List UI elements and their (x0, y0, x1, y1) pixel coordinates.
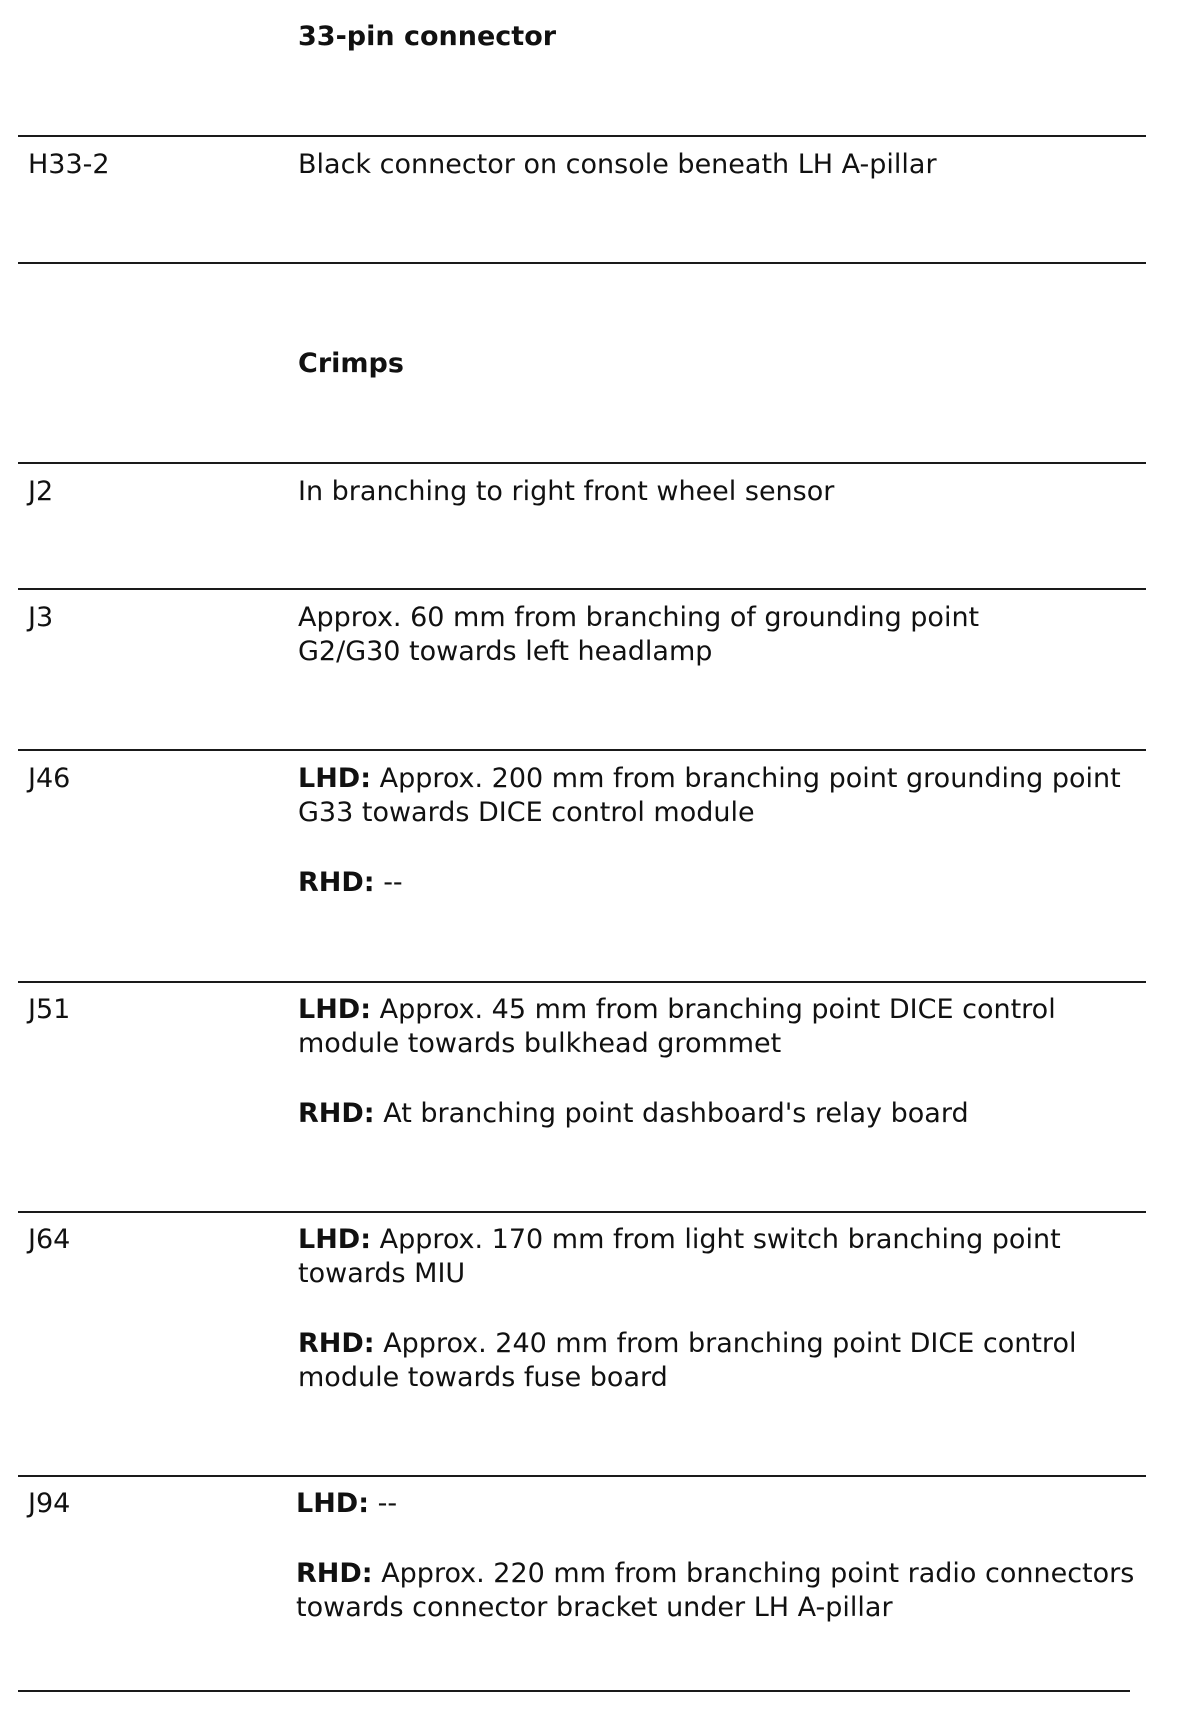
crimp-code: J2 (28, 476, 54, 507)
crimp-description (296, 1487, 1146, 1625)
table-divider (18, 1211, 1146, 1213)
crimp-description (298, 762, 1148, 900)
crimp-code: J64 (28, 1224, 71, 1255)
lhd-label: LHD: (298, 994, 372, 1025)
lhd-label: LHD: (298, 1224, 372, 1255)
lhd-label: LHD: (298, 763, 372, 794)
lhd-note (296, 1487, 1146, 1521)
lhd-note (298, 762, 1148, 830)
rhd-label: RHD: (298, 1098, 375, 1129)
table-divider (18, 588, 1146, 590)
rhd-label: RHD: (296, 1558, 373, 1589)
rhd-text: -- (374, 867, 403, 898)
rhd-text: Approx. 240 mm from branching point DICE control module towards fuse board (298, 1328, 1077, 1393)
table-divider (18, 749, 1146, 751)
rhd-note (298, 1097, 1148, 1131)
table-divider (18, 1475, 1146, 1477)
connector-description-text: Black connector on console beneath LH A-pillar (298, 149, 937, 180)
lhd-note (298, 1223, 1148, 1291)
table-divider (18, 262, 1146, 264)
crimp-description (298, 475, 1148, 509)
crimp-description-text: Approx. 60 mm from branching of grounding point G2/G30 towards left headlamp (298, 602, 980, 667)
connector-code: H33-2 (28, 149, 110, 180)
table-divider (18, 981, 1146, 983)
crimp-code: J3 (28, 602, 54, 633)
crimp-code: J94 (28, 1488, 71, 1519)
section-heading-33-pin-connector: 33-pin connector (298, 21, 557, 52)
lhd-text: Approx. 170 mm from light switch branching point towards MIU (298, 1224, 1061, 1289)
crimp-description (298, 601, 1018, 669)
lhd-text: Approx. 45 mm from branching point DICE control module towards bulkhead grommet (298, 994, 1056, 1059)
crimp-code: J51 (28, 994, 71, 1025)
rhd-label: RHD: (298, 867, 375, 898)
crimp-description (298, 993, 1148, 1131)
connector-description (298, 148, 1148, 182)
crimp-code: J46 (28, 763, 71, 794)
lhd-text: Approx. 200 mm from branching point grounding point G33 towards DICE control module (298, 763, 1121, 828)
crimp-description (298, 1223, 1148, 1395)
rhd-label: RHD: (298, 1328, 375, 1359)
rhd-text: At branching point dashboard's relay board (374, 1098, 969, 1129)
crimp-description-text: In branching to right front wheel sensor (298, 476, 835, 507)
table-divider (18, 135, 1146, 137)
section-heading-crimps: Crimps (298, 348, 404, 379)
rhd-note (298, 866, 1148, 900)
table-divider (18, 462, 1146, 464)
lhd-label: LHD: (296, 1488, 370, 1519)
lhd-text: -- (369, 1488, 398, 1519)
lhd-note (298, 993, 1148, 1061)
rhd-note (296, 1557, 1146, 1625)
table-divider (18, 1690, 1130, 1692)
rhd-note (298, 1327, 1148, 1395)
rhd-text: Approx. 220 mm from branching point radio connectors towards connector bracket under LH A-pillar (296, 1558, 1135, 1623)
